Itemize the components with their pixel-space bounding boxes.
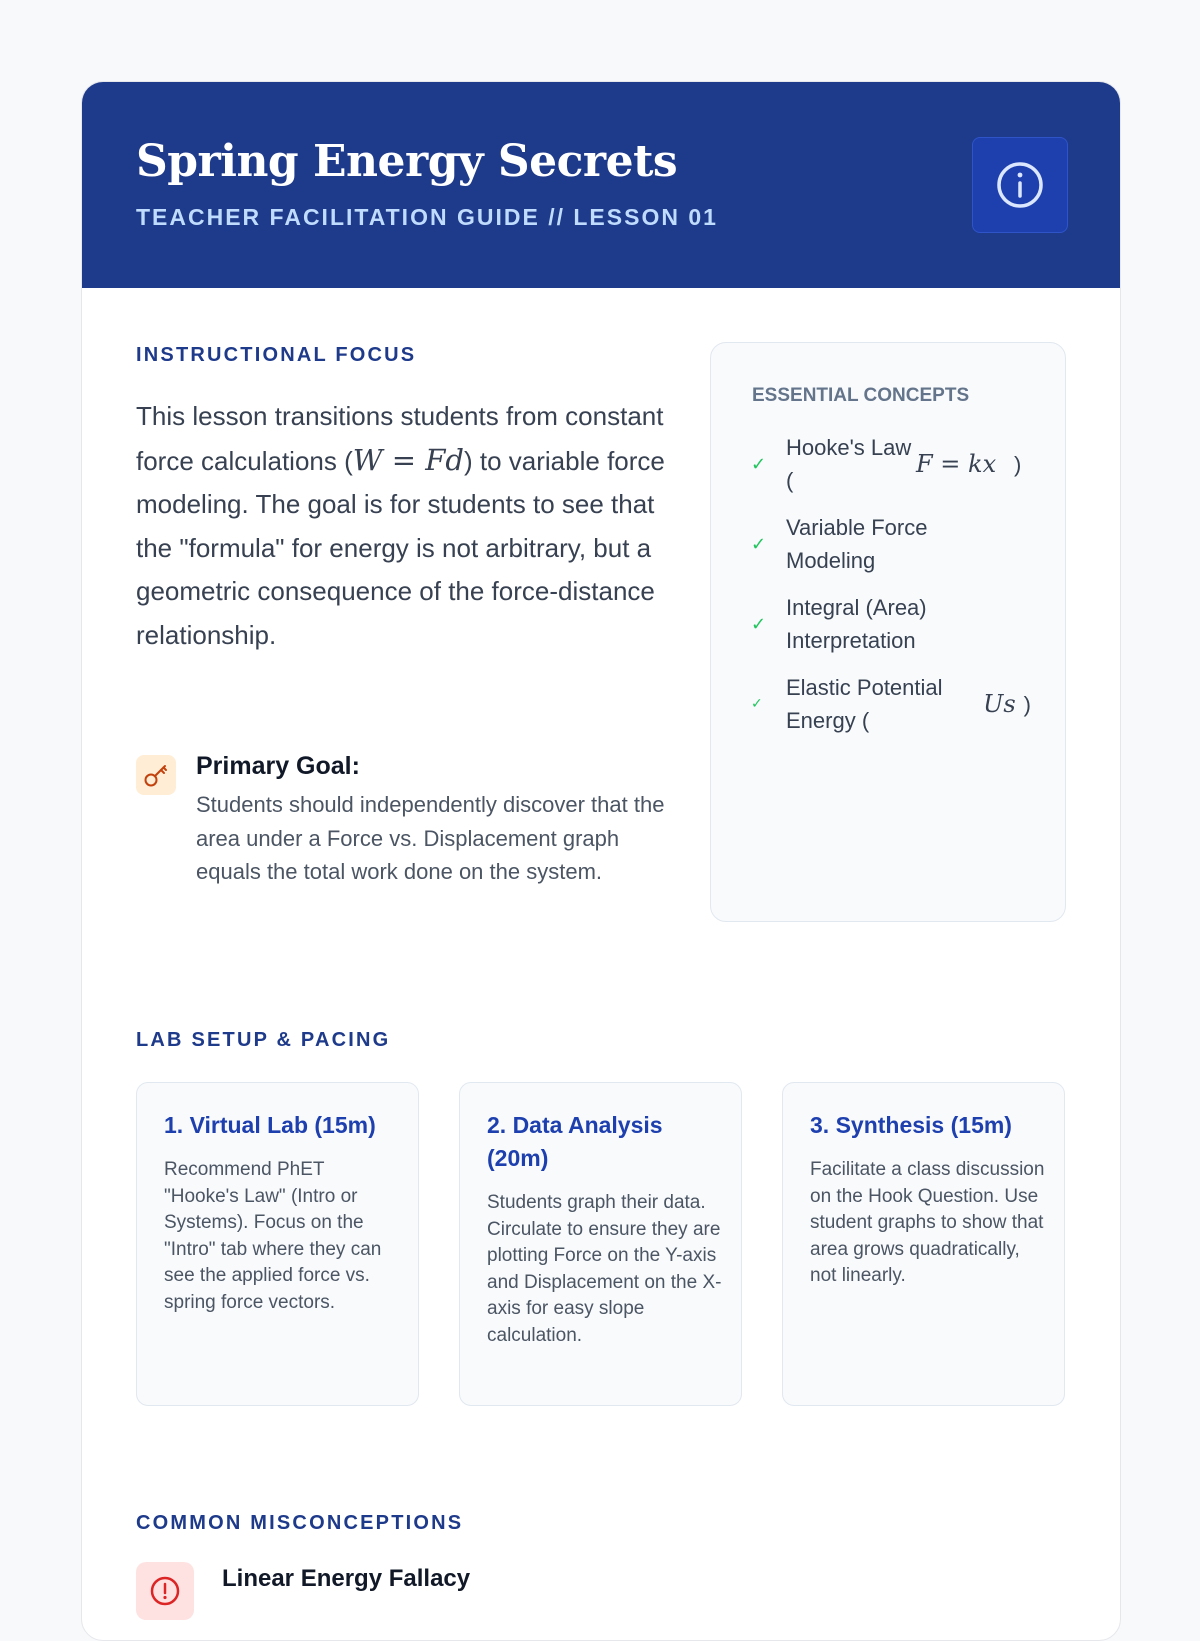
lesson-card: [81, 81, 1121, 1641]
step-title: 2. Data Analysis (20m): [487, 1112, 663, 1171]
primary-goal-text: Students should independently discover that the area under a Force vs. Displacement graph equals the total work done on the system.: [196, 792, 665, 884]
primary-goal-title: Primary Goal:: [196, 752, 360, 780]
misconception-title: Linear Energy Fallacy: [222, 1565, 471, 1592]
concept-item: [751, 511, 1031, 577]
concept-label: Variable Force Modeling: [786, 515, 928, 573]
section-label-lab: LAB SETUP & PACING: [136, 1029, 391, 1051]
step-card: [459, 1082, 742, 1406]
lead-text-2: ) to variable force modeling. The goal is for students to see that the "formula" for energy is not arbitrary, but a geometric consequence of the force-distance relationship.: [136, 445, 665, 650]
step-card: [136, 1082, 419, 1406]
concept-label: Integral (Area) Interpretation: [786, 595, 927, 653]
step-title: 3. Synthesis (15m): [810, 1112, 1012, 1138]
section-label-focus: INSTRUCTIONAL FOCUS: [136, 344, 417, 366]
info-icon: [994, 159, 1046, 211]
header: [82, 82, 1120, 288]
lead-equation: W = Fd: [352, 442, 464, 477]
step-text: Facilitate a class discussion on the Hook Question. Use student graphs to show that area grows quadratically, not linearly.: [810, 1159, 1045, 1287]
concept-item: [751, 671, 1031, 737]
key-icon: [136, 755, 176, 795]
lead-paragraph: [136, 395, 676, 657]
check-icon: ✓: [751, 696, 763, 712]
step-title: 1. Virtual Lab (15m): [164, 1112, 376, 1138]
concept-label: Hooke's Law (: [786, 435, 912, 493]
step-text: Recommend PhET "Hooke's Law" (Intro or Systems). Focus on the "Intro" tab where they can see the applied force vs. spring force vectors.: [164, 1159, 382, 1313]
concept-item: [751, 591, 1031, 657]
alert-icon: [136, 1562, 194, 1620]
lead-text-1: This lesson transitions students from constant force calculations (: [136, 401, 664, 476]
step-card: [782, 1082, 1065, 1406]
section-label-misconceptions: COMMON MISCONCEPTIONS: [136, 1512, 464, 1534]
essential-concepts-panel: [710, 342, 1066, 922]
concept-item: [751, 431, 1031, 497]
check-icon: ✓: [751, 533, 767, 555]
concept-label: Elastic Potential Energy (: [786, 675, 943, 733]
concept-paren: ): [1014, 451, 1022, 477]
check-icon: ✓: [751, 453, 767, 475]
step-text: Students graph their data. Circulate to ensure they are plotting Force on the Y-axis and Displacement on the X-axis for easy slope calculation.: [487, 1192, 722, 1346]
concept-equation: F = kx: [916, 449, 997, 478]
page-subtitle: TEACHER FACILITATION GUIDE // LESSON 01: [136, 204, 718, 230]
concept-paren: ): [1023, 691, 1031, 717]
concept-equation: Us: [983, 690, 1016, 718]
info-button[interactable]: [972, 137, 1068, 233]
page-title: Spring Energy Secrets: [136, 136, 678, 187]
check-icon: ✓: [751, 613, 767, 635]
concepts-title: ESSENTIAL CONCEPTS: [752, 385, 970, 406]
